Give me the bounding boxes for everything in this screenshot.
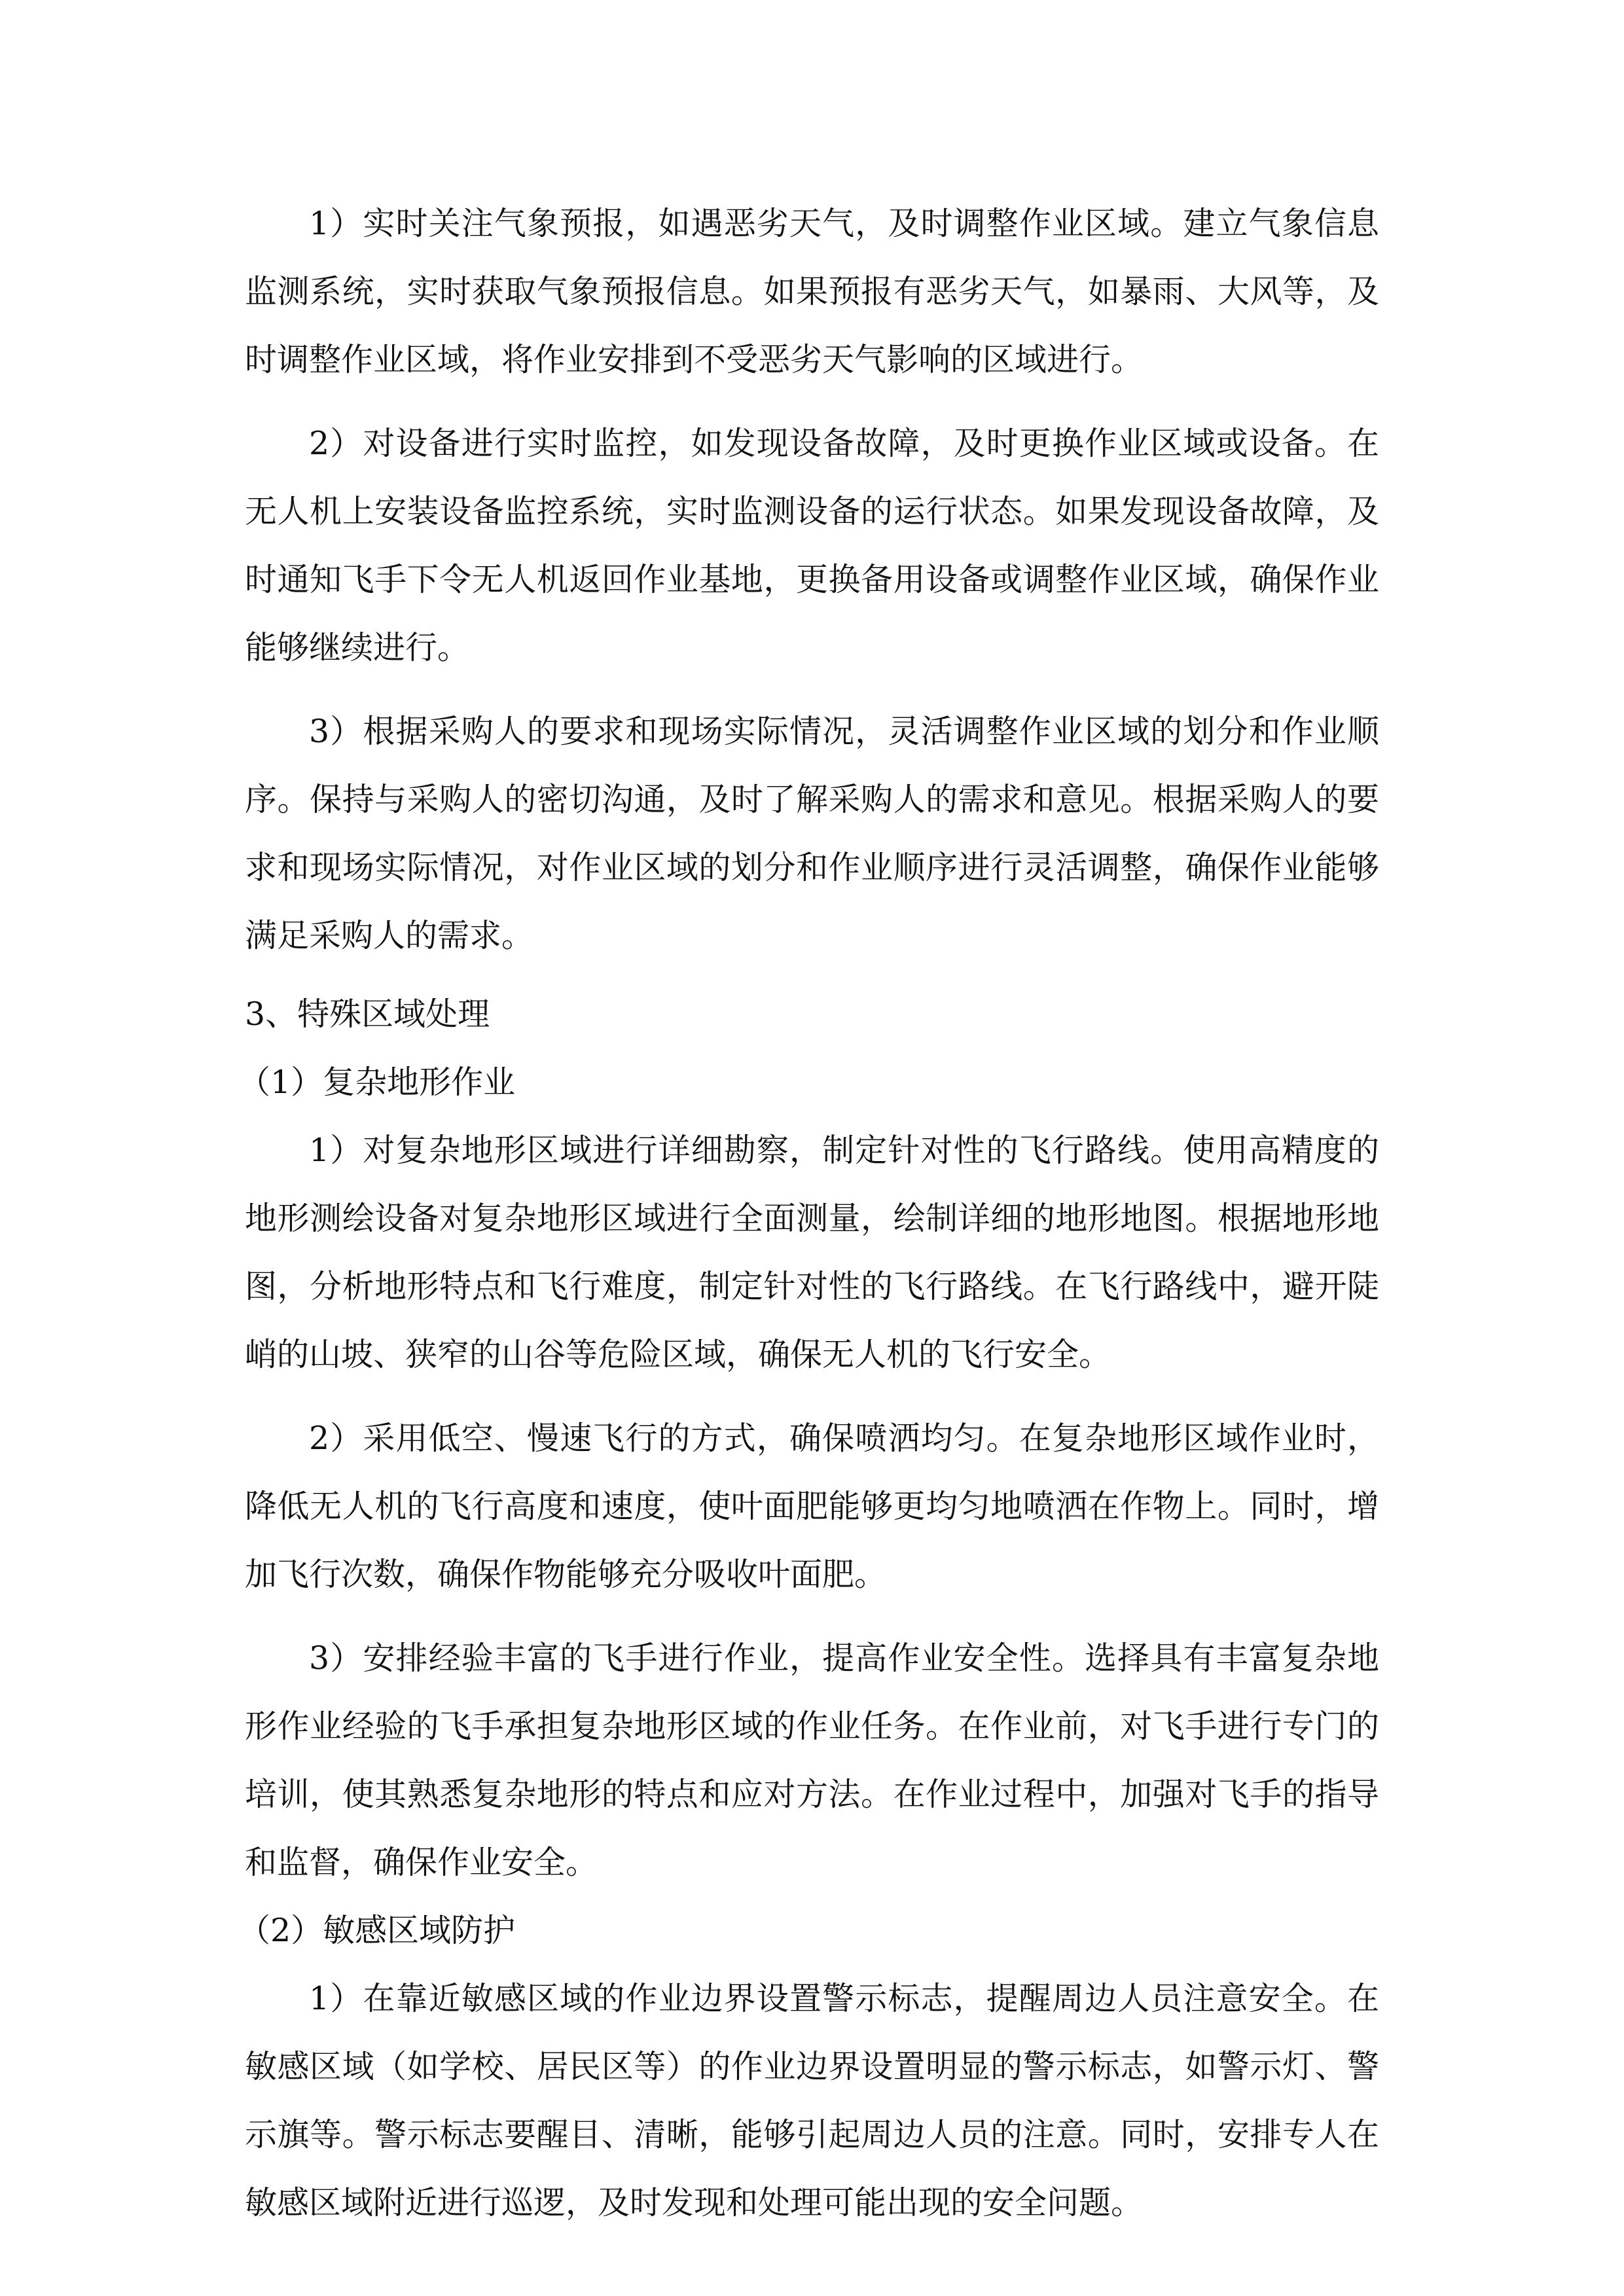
paragraph-terrain-survey: 1）对复杂地形区域进行详细勘察，制定针对性的飞行路线。使用高精度的地形测绘设备对复杂地形区域进行全面测量，绘制详细的地形地图。根据地形地图，分析地形特点和飞行难度，制定针对性的飞行路线。在飞行路线中，避开陡峭的山坡、狭窄的山谷等危险区域，确保无人机的飞行安全。 bbox=[245, 1132, 1379, 1373]
paragraph-flexible-adjustment: 3）根据采购人的要求和现场实际情况，灵活调整作业区域的划分和作业顺序。保持与采购人的密切沟通，及时了解采购人的需求和意见。根据采购人的要求和现场实际情况，对作业区域的划分和作业顺序进行灵活调整，确保作业能够满足采购人的需求。 bbox=[245, 713, 1379, 954]
paragraph-low-slow-flight: 2）采用低空、慢速飞行的方式，确保喷洒均匀。在复杂地形区域作业时，降低无人机的飞行高度和速度，使叶面肥能够更均匀地喷洒在作物上。同时，增加飞行次数，确保作物能够充分吸收叶面肥。 bbox=[245, 1420, 1379, 1593]
paragraph-experienced-pilots: 3）安排经验丰富的飞手进行作业，提高作业安全性。选择具有丰富复杂地形作业经验的飞手承担复杂地形区域的作业任务。在作业前，对飞手进行专门的培训，使其熟悉复杂地形的特点和应对方法。在作业过程中，加强对飞手的指导和监督，确保作业安全。 bbox=[245, 1640, 1379, 1881]
paragraph-equipment-monitoring: 2）对设备进行实时监控，如发现设备故障，及时更换作业区域或设备。在无人机上安装设备监控系统，实时监测设备的运行状态。如果发现设备故障，及时通知飞手下令无人机返回作业基地，更换备用设备或调整作业区域，确保作业能够继续进行。 bbox=[245, 425, 1379, 666]
subsection-heading-sensitive-areas: （2）敏感区域防护 bbox=[238, 1912, 516, 1949]
paragraph-weather-monitoring: 1）实时关注气象预报，如遇恶劣天气，及时调整作业区域。建立气象信息监测系统，实时获取气象预报信息。如果预报有恶劣天气，如暴雨、大风等，及时调整作业区域，将作业安排到不受恶劣天气影响的区域进行。 bbox=[245, 205, 1379, 378]
paragraph-warning-signs: 1）在靠近敏感区域的作业边界设置警示标志，提醒周边人员注意安全。在敏感区域（如学校、居民区等）的作业边界设置明显的警示标志，如警示灯、警示旗等。警示标志要醒目、清晰，能够引起周边人员的注意。同时，安排专人在敏感区域附近进行巡逻，及时发现和处理可能出现的安全问题。 bbox=[245, 1980, 1379, 2221]
subsection-heading-complex-terrain: （1）复杂地形作业 bbox=[238, 1064, 516, 1101]
section-heading-special-areas: 3、特殊区域处理 bbox=[245, 996, 490, 1033]
document-page bbox=[238, 190, 1379, 2237]
